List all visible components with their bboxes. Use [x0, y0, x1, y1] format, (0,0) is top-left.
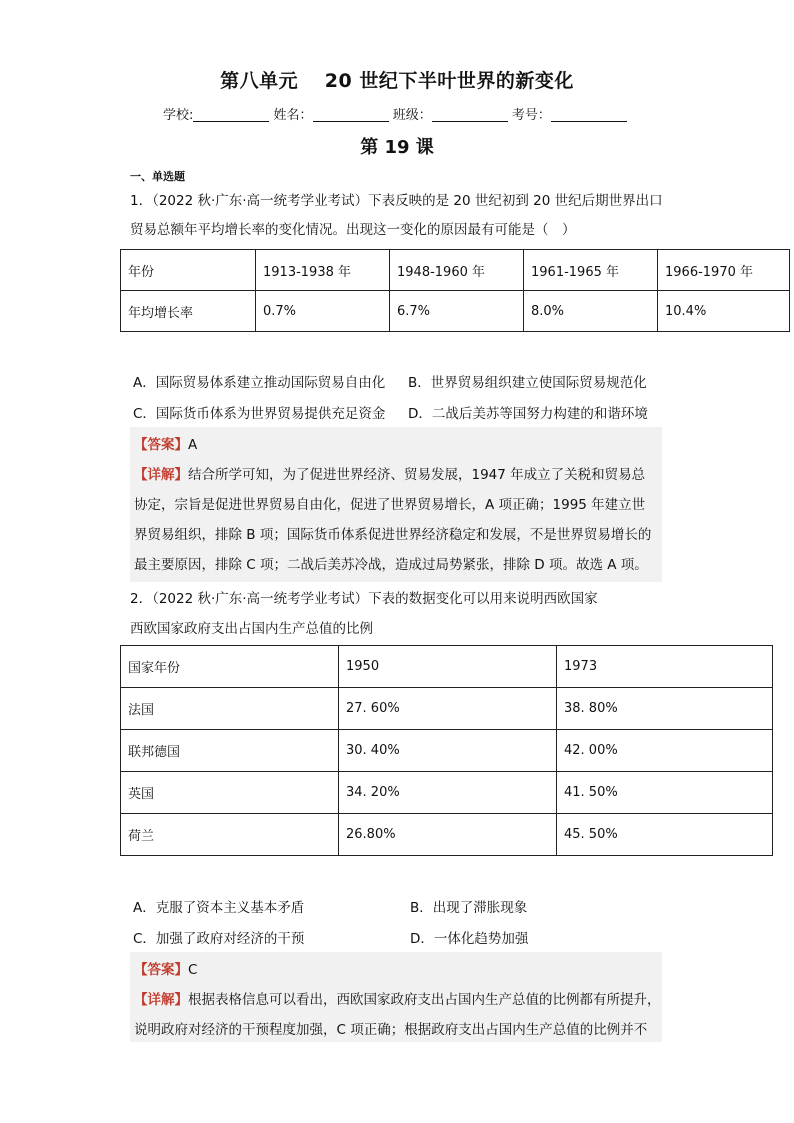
- table-cell: 6.7%: [390, 291, 524, 332]
- class-label: 班级：: [392, 108, 432, 123]
- question-1-option-d: D．二战后美苏等国努力构建的和谐环境: [408, 406, 648, 422]
- table-cell: 1966-1970 年: [658, 250, 790, 291]
- answer-value: A: [188, 437, 198, 453]
- table-cell: 国家年份: [121, 646, 339, 688]
- question-1-line-1: 1．（2022 秋·广东·高一统考学业考试）下表反映的是 20 世纪初到 20 世纪后期世界出口: [130, 193, 663, 209]
- answer-value: C: [188, 962, 198, 978]
- table-row: [121, 730, 773, 772]
- question-1-line-2: 贸易总额年平均增长率的变化情况。出现这一变化的原因最有可能是（ ）: [130, 222, 576, 238]
- answer-tag: 【答案】: [134, 962, 188, 978]
- table-cell: 41. 50%: [557, 772, 773, 814]
- question-2-line-1: 2．（2022 秋·广东·高一统考学业考试）下表的数据变化可以用来说明西欧国家: [130, 591, 598, 607]
- table-cell: 年份: [121, 250, 256, 291]
- table-cell: 联邦德国: [121, 730, 339, 772]
- class-blank: [432, 107, 508, 122]
- school-blank: [193, 107, 269, 122]
- table-cell: 1913-1938 年: [256, 250, 390, 291]
- table-cell: 30. 40%: [339, 730, 557, 772]
- question-1-table: [120, 249, 790, 332]
- table-row: [121, 814, 773, 856]
- table-cell: 38. 80%: [557, 688, 773, 730]
- table-cell: 8.0%: [524, 291, 658, 332]
- page-title: 第八单元 20 世纪下半叶世界的新变化: [220, 70, 574, 92]
- table-row: [121, 646, 773, 688]
- question-1-option-a: A．国际贸易体系建立推动国际贸易自由化: [133, 375, 386, 391]
- table-row: [121, 688, 773, 730]
- lesson-title: 第 19 课: [360, 137, 434, 158]
- question-1-detail-line-3: 界贸易组织，排除 B 项；国际货币体系促进世界经济稳定和发展，不是世界贸易增长的: [134, 527, 652, 543]
- table-row: [121, 291, 790, 332]
- table-cell: 1950: [339, 646, 557, 688]
- answer-tag: 【答案】: [134, 437, 188, 453]
- question-1-option-b: B．世界贸易组织建立使国际贸易规范化: [408, 375, 647, 391]
- table-cell: 10.4%: [658, 291, 790, 332]
- exam-no-label: 考号：: [511, 108, 551, 123]
- question-2-option-d: D．一体化趋势加强: [410, 931, 529, 947]
- table-cell: 荷兰: [121, 814, 339, 856]
- question-1-option-c: C．国际货币体系为世界贸易提供充足资金: [133, 406, 386, 422]
- student-info-line: [163, 104, 627, 123]
- question-2-detail-line-2: 说明政府对经济的干预程度加强，C 项正确；根据政府支出占国内生产总值的比例并不: [134, 1022, 648, 1038]
- table-cell: 法国: [121, 688, 339, 730]
- section-title: 一、单选题: [130, 170, 185, 183]
- question-2-option-a: A．克服了资本主义基本矛盾: [133, 900, 305, 916]
- table-cell: 42. 00%: [557, 730, 773, 772]
- question-2-option-c: C．加强了政府对经济的干预: [133, 931, 305, 947]
- table-cell: 26.80%: [339, 814, 557, 856]
- detail-text: 根据表格信息可以看出，西欧国家政府支出占国内生产总值的比例都有所提升，: [188, 992, 661, 1008]
- table-cell: 英国: [121, 772, 339, 814]
- question-2-detail-line-1: [134, 988, 661, 1008]
- school-label: 学校:: [163, 108, 194, 123]
- table-cell: 1961-1965 年: [524, 250, 658, 291]
- table-row: [121, 250, 790, 291]
- table-cell: 年均增长率: [121, 291, 256, 332]
- question-2-answer: [134, 958, 197, 978]
- table-cell: 0.7%: [256, 291, 390, 332]
- table-cell: 1973: [557, 646, 773, 688]
- detail-tag: 【详解】: [134, 992, 188, 1008]
- detail-tag: 【详解】: [134, 467, 188, 483]
- question-1-detail-line-2: 协定，宗旨是促进世界贸易自由化，促进了世界贸易增长，A 项正确；1995 年建立世: [134, 497, 646, 513]
- question-2-table-caption: 西欧国家政府支出占国内生产总值的比例: [130, 621, 373, 637]
- name-label: 姓名：: [273, 108, 313, 123]
- table-cell: 27. 60%: [339, 688, 557, 730]
- question-2-table: [120, 645, 773, 856]
- exam-no-blank: [551, 107, 627, 122]
- table-cell: 34. 20%: [339, 772, 557, 814]
- question-1-detail-line-4: 最主要原因，排除 C 项；二战后美苏冷战，造成过局势紧张，排除 D 项。故选 A 项。: [134, 557, 648, 573]
- question-1-answer: [134, 433, 197, 453]
- table-cell: 1948-1960 年: [390, 250, 524, 291]
- question-1-detail-line-1: [134, 463, 645, 483]
- table-cell: 45. 50%: [557, 814, 773, 856]
- question-2-option-b: B．出现了滞胀现象: [410, 900, 528, 916]
- detail-text: 结合所学可知，为了促进世界经济、贸易发展，1947 年成立了关税和贸易总: [188, 467, 646, 483]
- name-blank: [313, 107, 389, 122]
- table-row: [121, 772, 773, 814]
